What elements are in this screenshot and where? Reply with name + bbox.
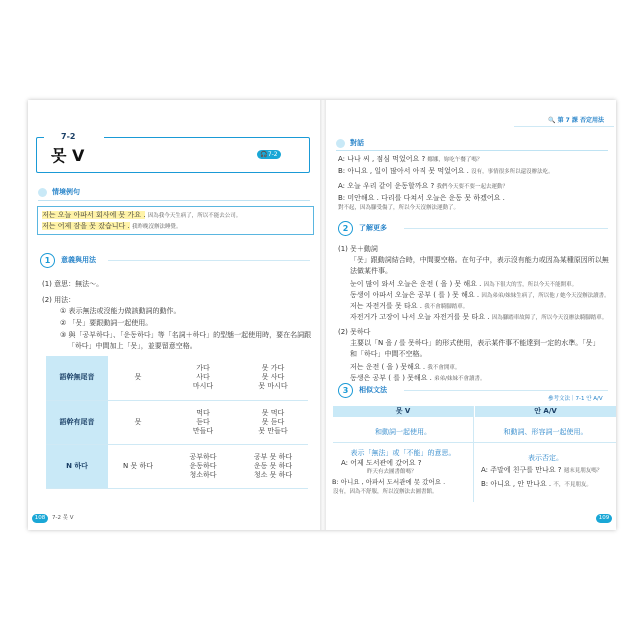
bulb-icon [38,188,47,197]
more-head-1: (1) 못＋動詞 [338,245,378,253]
dialog-line: B: 미안해요 . 다리를 다쳐서 오늘은 운동 못 하겠어요 . [338,194,505,202]
dialog-zh: 我們今天要不要一起去運動？ [436,184,508,190]
conjugation-table [46,356,308,489]
dialog-zh: 對不起，因為腳受傷了，所以今天沒辦法運動了。 [338,205,460,211]
more-example: 자전거가 고장이 나서 오늘 자전거를 못 타요 . [350,313,490,321]
compare-right-a: A: 주말에 친구를 만나요 ? [481,466,562,474]
example-zh-1: 因為我今天生病了，所以不能去公司。 [147,213,242,219]
section-number-2: 2 [338,221,353,236]
more2-example: 동생은 공부 ( 를 ) 못해요 . [350,374,432,382]
compare-right-use: 和動詞、形容詞一起使用。 [503,428,588,436]
dialog-line: B: 아니요 , 일이 많아서 아직 못 먹었어요 . [338,167,469,175]
more-line: 「못」跟動詞結合時，中間要空格。在句子中，表示沒有能力或因為某種原因所以無 [350,256,609,264]
table-row: 語幹無尾音 못 가다 사다 마시다 못 가다 못 사다 못 마시다 [46,356,308,400]
example-ko-1: 저는 오늘 아파서 회사에 못 가요 . [42,211,146,219]
more2-line: 和「하다」中間不空格。 [350,350,427,358]
compare-right-meaning: 表示否定。 [528,454,563,462]
more-example-zh: 因為腳踏車故障了，所以今天沒辦法騎腳踏車。 [491,315,608,321]
more-example: 동생이 아파서 오늘은 공부 ( 를 ) 못 해요 . [350,291,480,299]
compare-right-b-zh: 不，不見朋友。 [553,482,592,488]
footer-label: 7-2 못 V [52,515,74,521]
usage-item-3: ③ 與「공부하다」、「운동하다」等「名詞＋하다」的型態一起使用時，要在名詞跟 [60,331,312,339]
table-row: 語幹有尾音 못 먹다 듣다 만들다 못 먹다 못 듣다 못 만들다 [46,400,308,444]
dialog-zh: 沒有，事情很多所以還沒辦法吃。 [471,169,554,175]
example-box [37,206,314,235]
more-example: 눈이 많이 와서 오늘은 운전 ( 을 ) 못 해요 . [350,280,482,288]
section-meaning-title: 意義與用法 [61,256,96,264]
header-link: 🔍 第 7 課 否定用法 [548,117,605,124]
page-number-left: 108 [32,514,48,523]
compare-left-a-zh: 昨天有去圖書館嗎？ [367,469,417,475]
dialog-line: A: 나나 씨 , 점심 먹었어요 ? [338,155,426,163]
table-row: N 하다 N 못 하다 공부하다 운동하다 청소하다 공부 못 하다 운동 못 하다 청소 못 하다 [46,444,308,488]
search-icon: 🔍 [548,117,558,124]
book-spread [28,100,616,530]
section-dialog-title: 對話 [350,139,364,147]
more-example-zh: 因為弟弟/妹妹生病了，所以他 / 她今天沒辦法讀書。 [481,293,610,299]
compare-left-b-zh: 沒有，因為不舒服，所以沒辦法去圖書館。 [333,489,438,495]
lesson-number: 7-2 [61,132,76,141]
section-more-title: 了解更多 [359,224,387,232]
page-number-right: 109 [596,514,612,523]
bulb-icon [336,139,345,148]
more2-line: 主要以「N 을 / 를 못하다」的形式使用，表示某件事不能達到一定的水準。「못」 [350,339,600,347]
audio-badge[interactable]: 🎧7-2 [257,150,281,159]
compare-head-right: 안 A/V [475,406,616,417]
compare-left-use: 和動詞一起使用。 [375,428,431,436]
usage-label: (2) 用法： [42,296,76,304]
compare-left-meaning: 表示「無法」或「不能」的意思。 [350,449,456,457]
more2-example-zh: 弟弟/妹妹不會讀書。 [434,376,486,382]
more2-example-zh: 我不會開車。 [427,365,461,371]
more2-example: 저는 운전 ( 을 ) 못해요 . [350,363,426,371]
usage-item-2: ② 「못」要跟動詞一起使用。 [60,319,153,327]
dialog-line: A: 오늘 우리 같이 운동할까요 ? [338,182,435,190]
more-example-zh: 我不會騎腳踏車。 [424,304,469,310]
compare-head-left: 못 V [333,406,473,417]
comparison-table [333,406,616,502]
compare-right-a-zh: 週末見朋友嗎？ [563,468,603,474]
lesson-title-box [36,132,310,173]
usage-item-1: ① 表示無法或沒能力做該動詞的動作。 [60,307,181,315]
more-example-zh: 因為下很大的雪，所以今天不能開車。 [483,282,578,288]
compare-right-b: B: 아니요 , 안 만나요 . [481,480,552,488]
example-ko-2: 저는 어제 잠을 못 잤습니다 . [42,222,130,230]
left-page [28,100,320,530]
usage-item-4: 「하다」中間加上「못」，並要留意空格。 [68,342,197,350]
lesson-title: 못 V [51,146,85,165]
compare-left-a: A: 어제 도서관에 갔어요 ? [341,459,422,467]
more-line: 法做某件事。 [350,267,392,275]
dialog-zh: 娜娜，妳吃午餐了嗎？ [427,157,483,163]
compare-left-b: B: 아니요 , 아파서 도서관에 못 갔어요 . [332,478,446,486]
more-example: 저는 자전거를 못 타요 . [350,302,422,310]
headphones-icon: 🎧 [260,151,268,158]
section-number-3: 3 [338,383,353,398]
right-page [326,100,616,530]
meaning-text: (1) 意思：無法～。 [42,280,104,288]
section-situational-title: 情境例句 [52,188,80,196]
example-zh-2: 我昨晚沒辦法睡覺。 [131,224,182,230]
more-head-2: (2) 못하다 [338,328,371,336]
reference-link[interactable]: 參考文法｜7-1 안 A/V [548,396,603,402]
section-number-1: 1 [40,253,55,268]
section-similar-title: 相似文法 [359,386,387,394]
